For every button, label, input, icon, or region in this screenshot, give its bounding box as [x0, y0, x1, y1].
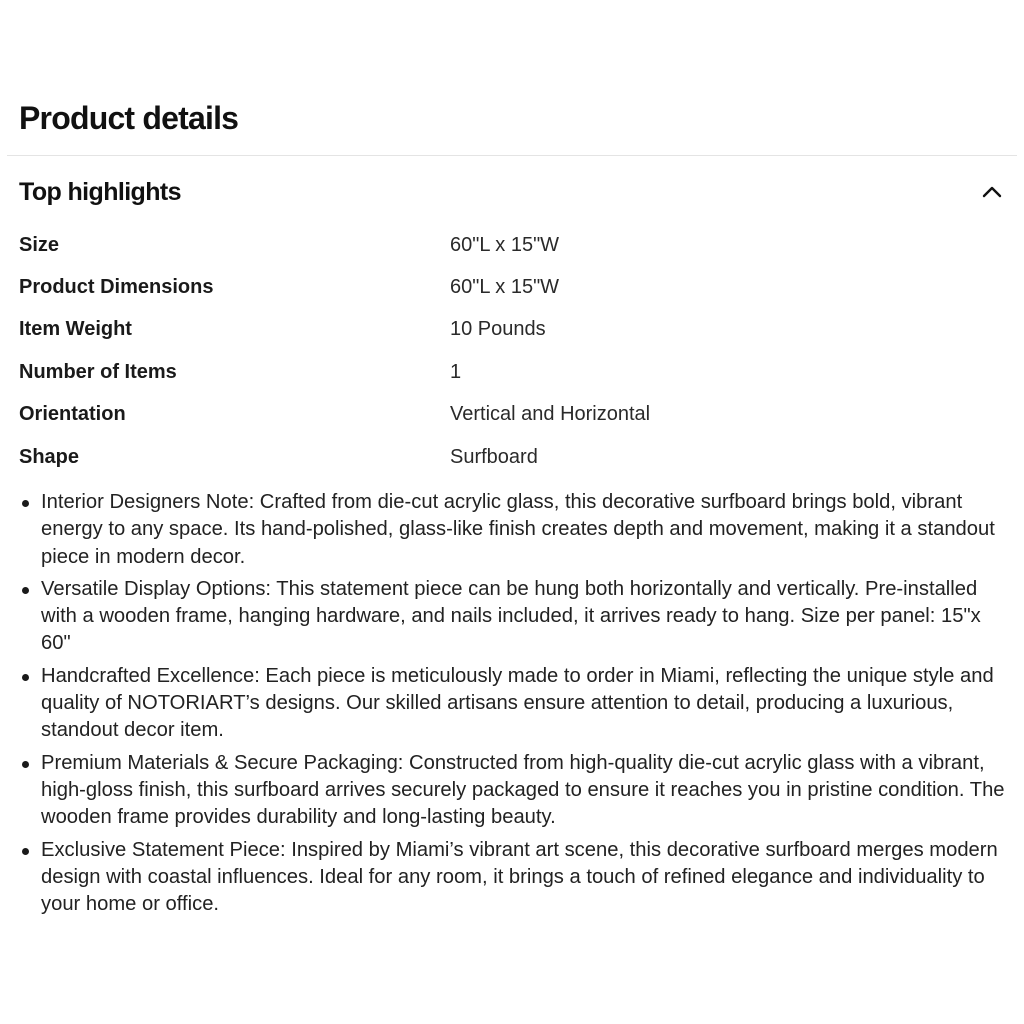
spec-value: Vertical and Horizontal [450, 403, 651, 426]
spec-row [19, 394, 999, 436]
section-title: Top highlights [19, 177, 181, 206]
highlight-text: Premium Materials & Secure Packaging: Constructed from high-quality die-cut acrylic glass with a vibrant, high-gloss finish, this surfboard arrives securely packaged to ensure it reaches you in pristine condition. The wooden frame provides durability and long-lasting beauty. [41, 751, 1005, 829]
highlight-item [19, 576, 1009, 658]
highlight-text: Exclusive Statement Piece: Inspired by Miami’s vibrant art scene, this decorative surfboard merges modern design with coastal influences. Ideal for any room, it brings a touch of refined elegance and individuality to your home or office. [41, 838, 998, 916]
bullet-icon [22, 848, 29, 855]
spec-row [19, 266, 999, 308]
highlight-text: Handcrafted Excellence: Each piece is meticulously made to order in Miami, reflecting the unique style and quality of NOTORIART’s designs. Our skilled artisans ensure attention to detail, producing a luxurious, standout decor item. [41, 664, 994, 742]
spec-label: Item Weight [19, 318, 132, 341]
highlight-item [19, 489, 1009, 571]
highlight-text: Interior Designers Note: Crafted from die-cut acrylic glass, this decorative surfboard brings bold, vibrant energy to any space. Its hand-polished, glass-like finish creates depth and movement, making it a standout piece in modern decor. [41, 491, 995, 568]
spec-value: 60"L x 15"W [450, 233, 560, 256]
spec-row [19, 224, 999, 266]
spec-value: Surfboard [450, 445, 538, 468]
spec-label: Size [19, 233, 60, 256]
chevron-up-icon[interactable] [980, 180, 1004, 204]
highlights-list [19, 489, 1009, 923]
spec-row [19, 351, 999, 393]
specs-table [19, 224, 999, 478]
spec-value: 60"L x 15"W [450, 276, 560, 299]
bullet-icon [22, 761, 29, 768]
top-highlights-toggle[interactable] [19, 172, 1004, 212]
spec-value: 10 Pounds [450, 318, 546, 341]
spec-label: Product Dimensions [19, 276, 214, 299]
page-title: Product details [19, 100, 239, 136]
highlight-item [19, 750, 1009, 832]
spec-label: Orientation [19, 403, 126, 426]
spec-label: Number of Items [19, 360, 177, 383]
bullet-icon [22, 500, 29, 507]
highlight-item [19, 663, 1009, 745]
spec-row [19, 436, 999, 478]
bullet-icon [22, 674, 29, 681]
divider [7, 155, 1017, 156]
spec-value: 1 [450, 360, 462, 383]
highlight-item [19, 837, 1009, 919]
spec-row [19, 309, 999, 351]
bullet-icon [22, 587, 29, 594]
highlight-text: Versatile Display Options: This statement piece can be hung both horizontally and vertically. Pre-installed with a wooden frame, hanging hardware, and nails included, it arrives ready to hang. Size per panel: 15"x 60" [41, 577, 981, 655]
spec-label: Shape [19, 445, 80, 468]
